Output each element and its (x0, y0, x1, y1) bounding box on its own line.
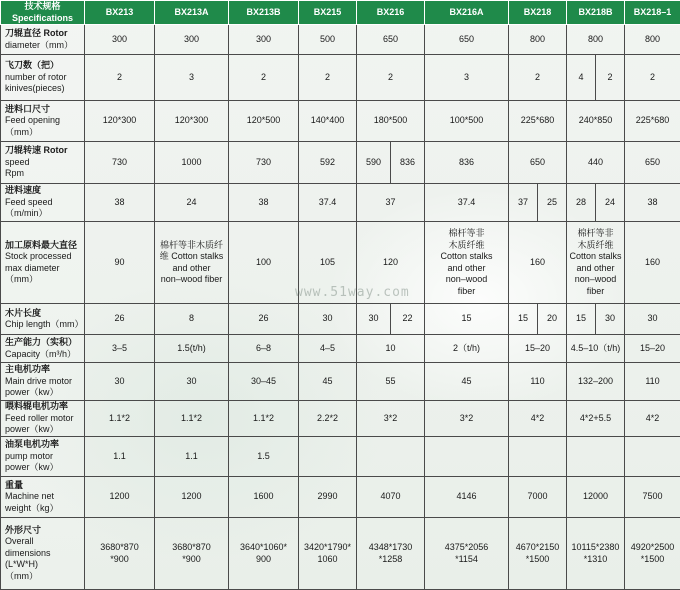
table-cell: 38 (625, 183, 680, 221)
row-label-en: Chip length（mm） (5, 319, 84, 330)
table-cell: 105 (299, 222, 357, 304)
table-row (1, 400, 680, 437)
table-cell: 440 (567, 142, 625, 184)
row-label (1, 437, 85, 476)
row-label-en: Main drive motor power（kw） (5, 375, 73, 398)
table-cell: 3680*870 *900 (155, 518, 229, 590)
row-label-en: Overall dimensions (L*W*H) （mm） (5, 536, 51, 581)
table-cell: 2 (299, 55, 357, 101)
table-row (1, 25, 680, 55)
spec-header-en: Specifications (11, 12, 74, 23)
table-cell: 100*500 (425, 100, 509, 142)
row-label-en: Feed speed （m/min） (5, 196, 53, 219)
table-cell: 2 (357, 55, 425, 101)
spec-header-zh: 技术规格 (24, 1, 61, 11)
table-cell: 2（t/h) (425, 335, 509, 363)
table-cell: 1.1*2 (229, 400, 299, 437)
table-cell: 1.1*2 (85, 400, 155, 437)
table-cell (509, 183, 567, 221)
table-cell: 12000 (567, 476, 625, 518)
table-row (1, 518, 680, 590)
table-cell: 110 (509, 363, 567, 400)
model-header: BX215 (299, 1, 357, 25)
table-cell: 3420*1790* 1060 (299, 518, 357, 590)
table-cell: 37 (357, 183, 425, 221)
table-cell: 120*500 (229, 100, 299, 142)
table-cell: 730 (85, 142, 155, 184)
row-label (1, 55, 85, 101)
row-label-en: speed Rpm (5, 156, 30, 179)
table-row (1, 363, 680, 400)
split-cell (509, 304, 566, 334)
table-cell: 500 (299, 25, 357, 55)
table-cell: 棉杆等非 木质纤维 Cotton stalks and other non–wood fiber (425, 222, 509, 304)
table-cell: 4348*1730 *1258 (357, 518, 425, 590)
table-cell: 10115*2380 *1310 (567, 518, 625, 590)
table-cell: 4146 (425, 476, 509, 518)
split-cell-value: 37 (517, 196, 528, 207)
row-label-en: pump motor power（kw） (5, 450, 59, 473)
table-cell: 4920*2500 *1500 (625, 518, 680, 590)
row-label-zh: 外形尺寸 (5, 524, 42, 535)
table-row (1, 476, 680, 518)
table-cell: 15 (425, 304, 509, 335)
table-cell: 26 (229, 304, 299, 335)
row-label-zh: 飞刀数（把） (5, 60, 60, 71)
table-row (1, 100, 680, 142)
model-header: BX218B (567, 1, 625, 25)
table-cell: 650 (357, 25, 425, 55)
table-cell: 30 (625, 304, 680, 335)
model-header: BX218–1 (625, 1, 680, 25)
table-cell (625, 437, 680, 476)
table-cell: 800 (509, 25, 567, 55)
table-cell: 120*300 (155, 100, 229, 142)
table-cell: 2990 (299, 476, 357, 518)
row-label-zh: 重量 (5, 479, 24, 490)
row-label-zh: 主电机功率 (5, 364, 51, 375)
table-cell: 26 (85, 304, 155, 335)
table-cell: 15–20 (509, 335, 567, 363)
table-cell (425, 437, 509, 476)
table-cell: 240*850 (567, 100, 625, 142)
table-row (1, 304, 680, 335)
split-cell (357, 142, 424, 183)
split-cell-value: 25 (537, 184, 566, 221)
split-cell-value: 28 (575, 196, 586, 207)
table-cell: 8 (155, 304, 229, 335)
table-cell (509, 304, 567, 335)
table-cell: 800 (625, 25, 680, 55)
table-cell: 300 (155, 25, 229, 55)
table-cell (357, 437, 425, 476)
table-cell: 3–5 (85, 335, 155, 363)
table-cell: 30 (299, 304, 357, 335)
table-row (1, 437, 680, 476)
table-cell: 45 (425, 363, 509, 400)
row-label-zh: 木片长度 (5, 307, 42, 318)
table-cell: 4*2 (509, 400, 567, 437)
table-cell: 120 (357, 222, 425, 304)
table-cell: 592 (299, 142, 357, 184)
table-cell: 4*2 (625, 400, 680, 437)
table-cell: 4670*2150 *1500 (509, 518, 567, 590)
table-cell: 1600 (229, 476, 299, 518)
split-cell-value: 22 (390, 304, 424, 334)
row-label-zh: 喂料辊电机功率 (5, 401, 69, 412)
table-cell (567, 304, 625, 335)
split-cell-value: 15 (575, 313, 586, 324)
model-header: BX216 (357, 1, 425, 25)
table-cell: 1.1 (85, 437, 155, 476)
table-cell: 15–20 (625, 335, 680, 363)
spec-header (1, 1, 85, 25)
table-cell: 45 (299, 363, 357, 400)
table-cell: 300 (85, 25, 155, 55)
row-label (1, 518, 85, 590)
table-cell: 1.5 (229, 437, 299, 476)
table-cell: 6–8 (229, 335, 299, 363)
table-cell: 4.5–10（t/h) (567, 335, 625, 363)
split-cell-value: 2 (595, 55, 624, 100)
table-cell: 7000 (509, 476, 567, 518)
table-cell: 90 (85, 222, 155, 304)
split-cell (357, 304, 424, 334)
table-cell: 55 (357, 363, 425, 400)
header-row (1, 1, 680, 25)
table-cell: 225*680 (509, 100, 567, 142)
table-cell: 7500 (625, 476, 680, 518)
table-cell: 225*680 (625, 100, 680, 142)
table-cell: 1.5(t/h) (155, 335, 229, 363)
table-cell (509, 437, 567, 476)
table-cell: 110 (625, 363, 680, 400)
row-label (1, 25, 85, 55)
table-cell: 2.2*2 (299, 400, 357, 437)
watermark: www.51way.com (295, 285, 410, 300)
row-label-en: Capacity（m³/h） (5, 348, 77, 359)
table-cell: 650 (425, 25, 509, 55)
table-row (1, 335, 680, 363)
table-cell: 1.1*2 (155, 400, 229, 437)
row-label-en: Feed roller motor power（kw） (5, 412, 74, 435)
row-label-en: Machine net weight（kg） (5, 491, 59, 513)
table-cell: 800 (567, 25, 625, 55)
split-cell (509, 184, 566, 221)
row-label (1, 476, 85, 518)
table-cell: 650 (625, 142, 680, 184)
table-cell: 30–45 (229, 363, 299, 400)
split-cell (567, 304, 624, 334)
table-cell: 730 (229, 142, 299, 184)
table-cell: 4070 (357, 476, 425, 518)
row-label (1, 400, 85, 437)
split-cell-value: 24 (595, 184, 624, 221)
table-cell: 3680*870 *900 (85, 518, 155, 590)
model-header: BX213B (229, 1, 299, 25)
split-cell-value: 15 (517, 313, 528, 324)
table-cell: 3*2 (357, 400, 425, 437)
table-cell: 37.4 (425, 183, 509, 221)
row-label-en: Stock processed max diameter （mm） (5, 251, 72, 285)
row-label-zh: 刀辊转速 Rotor (5, 145, 68, 156)
row-label (1, 335, 85, 363)
table-cell: 650 (509, 142, 567, 184)
table-cell: 3640*1060* 900 (229, 518, 299, 590)
table-cell: 100 (229, 222, 299, 304)
table-cell (357, 142, 425, 184)
table-cell: 38 (229, 183, 299, 221)
row-label-zh: 进料口尺寸 (5, 103, 51, 114)
row-label (1, 222, 85, 304)
table-cell: 1200 (155, 476, 229, 518)
split-cell (567, 55, 624, 100)
table-cell: 1200 (85, 476, 155, 518)
table-cell: 棉杆等非 木质纤维 Cotton stalks and other non–wood fiber (567, 222, 625, 304)
table-cell: 4375*2056 *1154 (425, 518, 509, 590)
row-label-en: number of rotor kinives(pieces) (5, 71, 67, 94)
split-cell-value: 30 (368, 313, 379, 324)
row-label (1, 100, 85, 142)
row-label-zh: 生产能力（实积） (5, 337, 78, 348)
row-label-zh: 加工原料最大直径 (5, 239, 78, 250)
table-cell: 1000 (155, 142, 229, 184)
table-cell: 120*300 (85, 100, 155, 142)
table-cell: 1.1 (155, 437, 229, 476)
table-cell (567, 183, 625, 221)
table-cell (299, 437, 357, 476)
model-header: BX216A (425, 1, 509, 25)
table-cell: 2 (85, 55, 155, 101)
row-label-en: diameter（mm） (5, 39, 74, 50)
table-cell: 30 (85, 363, 155, 400)
split-cell-value: 20 (537, 304, 566, 334)
table-cell: 2 (509, 55, 567, 101)
table-cell: 300 (229, 25, 299, 55)
model-header: BX213 (85, 1, 155, 25)
table-cell: 3 (155, 55, 229, 101)
table-cell: 棉杆等非木质纤 维 Cotton stalks and other non–wood fiber (155, 222, 229, 304)
table-cell: 132–200 (567, 363, 625, 400)
table-cell: 160 (509, 222, 567, 304)
table-cell (567, 437, 625, 476)
table-cell (567, 55, 625, 101)
table-cell: 3 (425, 55, 509, 101)
row-label (1, 183, 85, 221)
split-cell-value: 30 (595, 304, 624, 334)
table-cell: 3*2 (425, 400, 509, 437)
split-cell (567, 184, 624, 221)
table-cell: 836 (425, 142, 509, 184)
table-cell: 180*500 (357, 100, 425, 142)
row-label (1, 304, 85, 335)
table-cell: 4–5 (299, 335, 357, 363)
table-body (1, 25, 680, 590)
row-label-en: Feed opening （mm） (5, 115, 61, 137)
row-label (1, 363, 85, 400)
row-label-zh: 进料速度 (5, 185, 42, 196)
model-header: BX218 (509, 1, 567, 25)
table-cell: 4*2+5.5 (567, 400, 625, 437)
model-header: BX213A (155, 1, 229, 25)
table-cell: 2 (625, 55, 680, 101)
row-label (1, 142, 85, 184)
table-row (1, 183, 680, 221)
table-cell: 24 (155, 183, 229, 221)
table-row (1, 142, 680, 184)
split-cell-value: 590 (365, 156, 382, 167)
table-cell (357, 304, 425, 335)
table-cell: 160 (625, 222, 680, 304)
row-label-zh: 油泵电机功率 (5, 439, 60, 450)
table-cell: 10 (357, 335, 425, 363)
split-cell-value: 836 (390, 142, 424, 183)
split-cell-value: 4 (578, 71, 584, 82)
table-cell: 2 (229, 55, 299, 101)
table-cell: 30 (155, 363, 229, 400)
table-cell: 140*400 (299, 100, 357, 142)
row-label-zh: 刀辊直径 Rotor (5, 28, 68, 39)
table-row (1, 55, 680, 101)
table-cell: 38 (85, 183, 155, 221)
table-cell: 37.4 (299, 183, 357, 221)
